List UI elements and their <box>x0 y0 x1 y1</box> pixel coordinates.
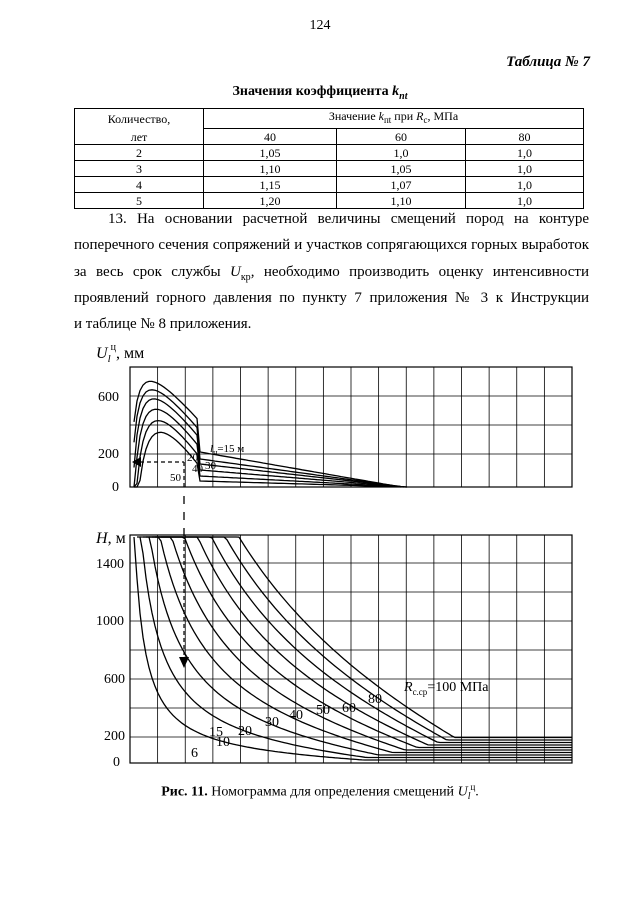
caption-symbol: U <box>457 784 468 800</box>
bottom-tick-600: 600 <box>104 672 125 687</box>
top-tick-600: 600 <box>98 390 119 405</box>
bottom-curve-label-50: 50 <box>316 703 330 718</box>
paragraph-line-3-b: , необходимо производить оценку интенсивности <box>250 264 590 280</box>
table-cell: 1,20 <box>204 193 337 209</box>
top-curve-label-40: 40 <box>192 463 203 475</box>
caption-superscript: ц <box>470 782 476 792</box>
bottom-main-label-value: =100 МПа <box>427 680 489 695</box>
table-cell: 1,0 <box>466 145 584 161</box>
top-axis-title <box>96 342 144 365</box>
bottom-tick-1400: 1400 <box>96 557 124 572</box>
bottom-curve <box>161 537 572 738</box>
bottom-axis-symbol: H <box>96 530 108 547</box>
figure-caption <box>0 780 640 802</box>
column-header-80: 80 <box>466 129 584 145</box>
bottom-curve-label-15: 15 <box>209 725 223 740</box>
bottom-axis-unit: , м <box>107 530 126 547</box>
bottom-chart-curves <box>134 537 572 760</box>
bottom-curve <box>146 537 572 750</box>
table-cell-years: 2 <box>75 145 204 161</box>
value-header-prefix: Значение <box>328 109 379 123</box>
column-header-40: 40 <box>204 129 337 145</box>
value-header-symbol2-sub: c <box>423 115 428 126</box>
table-cell: 1,0 <box>466 193 584 209</box>
bottom-tick-200: 200 <box>104 729 125 744</box>
caption-figure-number: Рис. 11. <box>161 784 208 800</box>
table-cell: 1,0 <box>337 145 466 161</box>
table-cell: 1,0 <box>466 177 584 193</box>
top-curve-label-30: 30 <box>205 460 216 472</box>
value-header-symbol-sub: пt <box>383 115 392 126</box>
table-cell: 1,10 <box>204 161 337 177</box>
bottom-curve <box>134 537 572 760</box>
top-curve-label-15 <box>210 443 244 457</box>
caption-end: . <box>475 784 479 800</box>
table-title-symbol: k <box>392 84 400 99</box>
top-axis-superscript: ц <box>110 342 116 353</box>
paragraph-line-4: проявлений горного давления по пункту 7 приложения № 3 к Инструкции <box>74 290 589 306</box>
quantity-header-line2: лет <box>75 129 204 145</box>
paragraph-line-5: и таблице № 8 приложения. <box>74 316 252 332</box>
bottom-main-curve-label <box>403 680 489 697</box>
bottom-curve-label-10: 10 <box>216 735 230 750</box>
top-curve-label-n: н <box>213 448 218 457</box>
bottom-axis-title <box>95 530 126 547</box>
table-cell: 1,15 <box>204 177 337 193</box>
bottom-curve <box>143 537 572 753</box>
caption-subscript: l <box>467 791 471 803</box>
table-cell-years: 4 <box>75 177 204 193</box>
top-axis-unit: , мм <box>115 345 145 362</box>
column-header-60: 60 <box>337 129 466 145</box>
table-cell: 1,10 <box>337 193 466 209</box>
bottom-tick-1000: 1000 <box>96 614 124 629</box>
bottom-curve <box>155 537 572 743</box>
table-title-subscript: пt <box>399 90 408 102</box>
top-tick-0: 0 <box>112 480 119 495</box>
bottom-curve-label-60: 60 <box>342 701 356 716</box>
quantity-header-line1: Количество, <box>75 109 204 129</box>
top-curve-label-l: l <box>210 443 214 455</box>
caption-text: Номограмма для определения смещений <box>207 784 458 800</box>
bottom-curve-label-40: 40 <box>289 708 303 723</box>
top-axis-symbol: U <box>96 345 108 362</box>
table-cell-years: 5 <box>75 193 204 209</box>
table-cell: 1,05 <box>204 145 337 161</box>
bottom-chart-grid <box>130 535 572 763</box>
value-header-mid: при <box>391 109 417 123</box>
table-number: Таблица № 7 <box>506 54 590 70</box>
table-title-text: Значения коэффициента <box>232 84 393 99</box>
table-cell-years: 3 <box>75 161 204 177</box>
paragraph-line-1: 13. На основании расчетной величины смещений пород на контуре <box>108 211 589 227</box>
top-axis-subscript: l <box>107 353 111 365</box>
bottom-curve <box>140 537 572 755</box>
paragraph-line-2: поперечного сечения сопряжений и участков сопрягающихся горных выработок <box>74 237 589 253</box>
bottom-curve-label-6: 6 <box>191 746 198 761</box>
table-cell: 1,07 <box>337 177 466 193</box>
bottom-main-label-sub: с.ср <box>412 687 428 697</box>
bottom-main-label-symbol: R <box>404 680 413 695</box>
top-curve-label-15-value: =15 м <box>217 443 245 455</box>
bottom-curve <box>137 537 572 758</box>
paragraph-line-3-sub: кр <box>240 272 251 283</box>
page-number: 124 <box>309 18 331 33</box>
value-header-suffix: , МПа <box>427 109 459 123</box>
paragraph-line-3-a: за весь срок службы <box>74 264 230 280</box>
bottom-tick-0: 0 <box>113 755 120 770</box>
value-header-symbol: k <box>378 109 384 123</box>
table-cell: 1,0 <box>466 161 584 177</box>
bottom-curve-label-30: 30 <box>265 715 279 730</box>
bottom-arrow-icon <box>179 657 189 668</box>
top-tick-200: 200 <box>98 447 119 462</box>
paragraph-line-3-symbol: U <box>229 264 241 280</box>
top-curve-label-20: 20 <box>187 452 198 464</box>
bottom-curve-label-20: 20 <box>238 724 252 739</box>
top-curve-label-50: 50 <box>170 472 181 484</box>
value-header-symbol2: R <box>416 109 424 123</box>
bottom-curve <box>152 537 572 745</box>
bottom-curve-label-80: 80 <box>368 692 382 707</box>
table-cell: 1,05 <box>337 161 466 177</box>
